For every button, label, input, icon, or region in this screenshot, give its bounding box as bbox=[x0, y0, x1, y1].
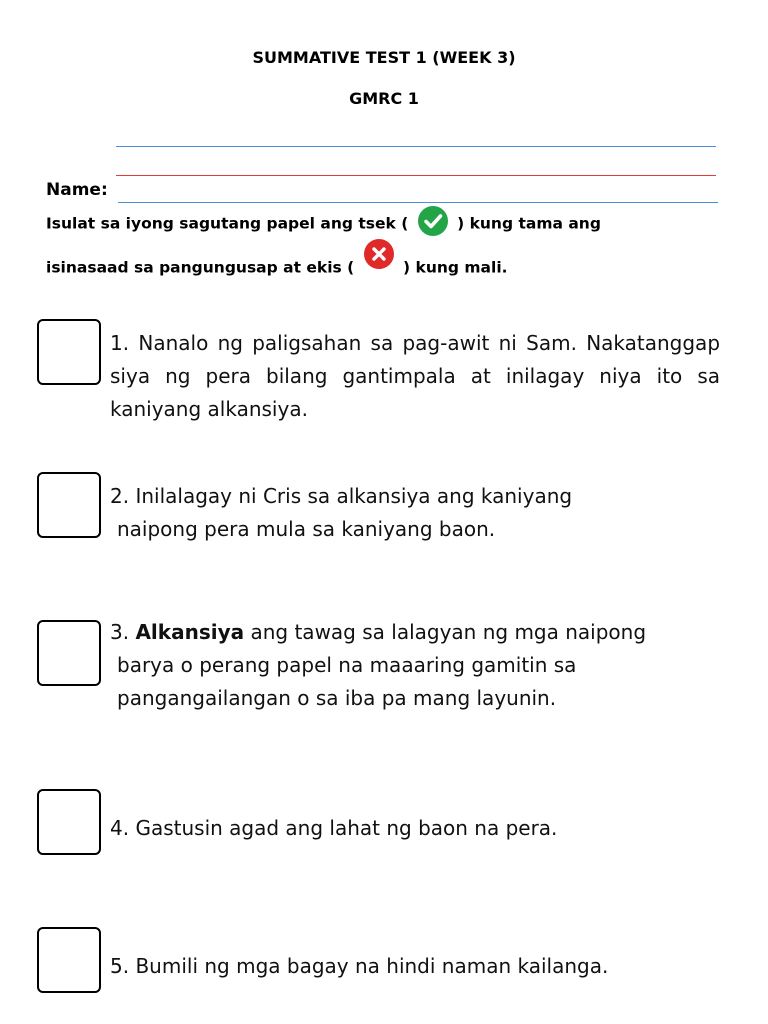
check-icon bbox=[418, 206, 448, 236]
question-number: 5. bbox=[110, 954, 130, 978]
question-text: Bumili ng mga bagay na hindi naman kailanga. bbox=[135, 954, 609, 978]
question-text: pangangailangan o sa iba pa mang layunin. bbox=[117, 686, 557, 710]
question-number: 1. bbox=[110, 331, 130, 355]
blank-line-blue bbox=[116, 146, 716, 147]
question-1 bbox=[110, 327, 720, 426]
question-number: 2. bbox=[110, 484, 130, 508]
question-3 bbox=[110, 616, 720, 715]
question-5 bbox=[110, 950, 720, 983]
question-number: 4. bbox=[110, 816, 130, 840]
instruction-text: ) kung mali. bbox=[403, 258, 508, 277]
question-text: Nanalo ng paligsahan sa pag-awit ni Sam. Nakatanggap siya ng pera bilang gantimpala at inilagay niya ito sa kaniyang alkansiya. bbox=[110, 331, 721, 421]
blank-line-red bbox=[116, 175, 716, 176]
question-text: Gastusin agad ang lahat ng baon na pera. bbox=[135, 816, 558, 840]
instruction-text: ) kung tama ang bbox=[457, 214, 601, 233]
question-text: Inilalagay ni Cris sa alkansiya ang kaniyang bbox=[135, 484, 573, 508]
answer-box-4[interactable] bbox=[37, 789, 101, 855]
answer-box-3[interactable] bbox=[37, 620, 101, 686]
question-4 bbox=[110, 812, 720, 845]
answer-box-2[interactable] bbox=[37, 472, 101, 538]
subject-title: GMRC 1 bbox=[349, 89, 419, 108]
instruction-line-2 bbox=[46, 253, 508, 283]
test-title: SUMMATIVE TEST 1 (WEEK 3) bbox=[252, 48, 516, 67]
question-text: ang tawag sa lalagyan ng mga naipong bbox=[244, 620, 647, 644]
instruction-text: isinasaad sa pangungusap at ekis ( bbox=[46, 258, 355, 277]
question-number: 3. bbox=[110, 620, 130, 644]
instruction-line-1 bbox=[46, 209, 601, 239]
question-text: naipong pera mula sa kaniyang baon. bbox=[117, 517, 496, 541]
x-icon bbox=[364, 239, 394, 269]
question-text: barya o perang papel na maaaring gamitin sa bbox=[117, 653, 577, 677]
question-2 bbox=[110, 480, 720, 546]
answer-box-1[interactable] bbox=[37, 319, 101, 385]
answer-box-5[interactable] bbox=[37, 927, 101, 993]
instruction-text: Isulat sa iyong sagutang papel ang tsek ( bbox=[46, 214, 409, 233]
name-label: Name: bbox=[46, 180, 108, 200]
name-field-line[interactable] bbox=[118, 202, 718, 203]
question-keyword: Alkansiya bbox=[135, 620, 245, 644]
